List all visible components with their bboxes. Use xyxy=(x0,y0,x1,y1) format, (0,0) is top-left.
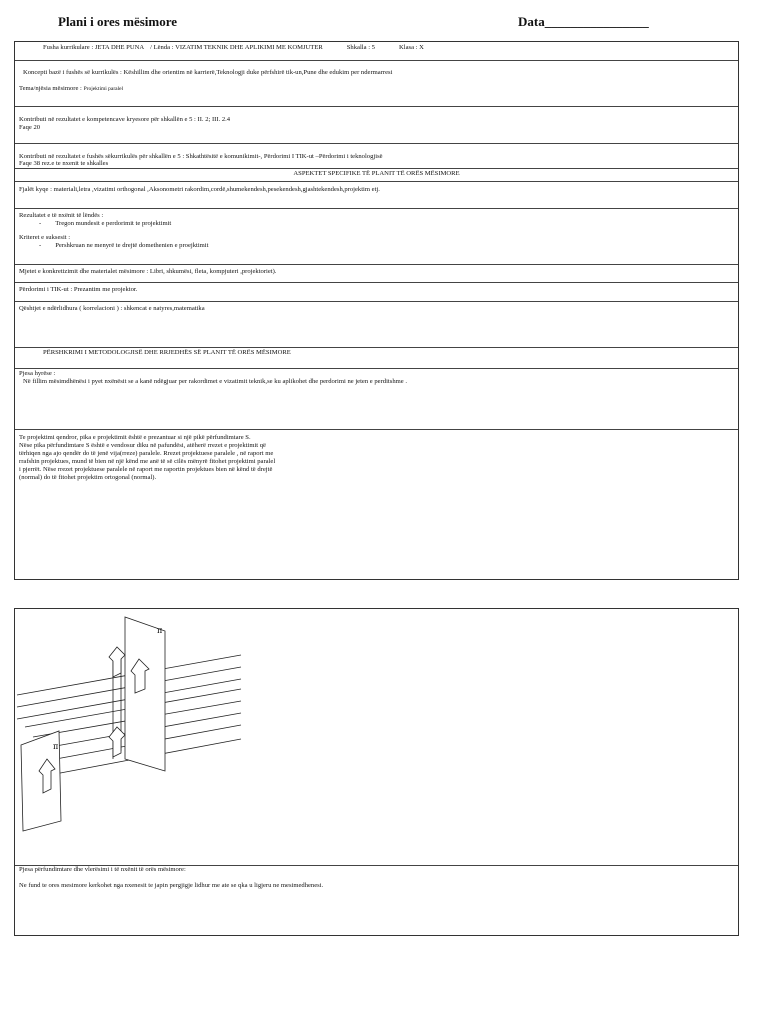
rezultatet-label: Rezultatet e të nxënit të lëndës : xyxy=(19,212,104,219)
bullet: - xyxy=(39,242,42,249)
aspektet-heading: ASPEKTET SPECIFIKE TË PLANIT TË ORËS MËSIMORE xyxy=(293,170,460,177)
lenda-text: / Lënda : VIZATIM TEKNIK DHE APLIKIMI ME KOMJUTER xyxy=(150,44,323,51)
main-line-3: tërhiqen nga ajo qendër do të jenë vija(rreze) paralele. Rrezet projektuese paralele , në raport me xyxy=(19,450,274,457)
main-line-5: i pjerrët. Nëse rrezet projektuese paralele në raport me raportin projektues bien në kënd të drejtë xyxy=(19,466,273,473)
main-line-2: Nëse pika përfundimtare S është e vendosur diku në pafundësi, atëherë rrezet e projektimit që xyxy=(19,442,266,449)
aspektet-heading-row xyxy=(15,169,738,182)
kriteret-label: Kriteret e suksesit : xyxy=(19,234,71,241)
materials-row xyxy=(15,265,738,283)
plan-form xyxy=(14,41,739,580)
conclusion-section xyxy=(15,865,738,935)
tema-label: Tema/njësia mësimore : xyxy=(19,85,82,92)
kontributi-fush-line2: Faqe 38 rez.e te nxenit te shkalles xyxy=(19,160,109,167)
correlation-row xyxy=(15,302,738,348)
kontributi-komp-line1: Kontributi në rezultatet e kompetencave kryesore për shkallën e 5 : II. 2; III. 2.4 xyxy=(19,116,231,123)
main-line-4: rrafshin projektues, mund të bien në një kënd me anë të së cilës mënyrë fitohet projektimi paralel xyxy=(19,458,276,465)
pershkrimi-heading-row xyxy=(15,348,738,369)
key-competence-row xyxy=(15,107,738,144)
pjesa-hyrese-text: Në fillim mësimdhënësi i pyet nxënësit se a kanë ndëgjuar per rakordimet e vizatimit teknik,se ku aplikohet dhe perdorimi ne jeten e perditshme . xyxy=(23,378,407,385)
plane-label-rear: π xyxy=(157,626,163,635)
kontributi-fush-line1: Kontributi në rezultatet e fushës sëkurrikulës për shkallën e 5 : Shkathtësitë e komunikimit-, Përdorimi I TIK-ut –Përdorimi i teknologjisë xyxy=(19,153,383,160)
rezultatet-item: Tregon mundesit e perdorimit te projektimit xyxy=(55,220,172,227)
ict-row xyxy=(15,283,738,302)
concept-row xyxy=(15,61,738,107)
intro-row xyxy=(15,369,738,430)
bullet: - xyxy=(39,220,42,227)
qeshjet-text: Qështjet e ndërlidhura ( korrelacioni ) : shkencat e natyres,matematika xyxy=(19,305,205,312)
plane-label-front: π xyxy=(53,742,59,751)
parallel-projection-figure xyxy=(15,609,255,859)
pjesa-hyrese-label: Pjesa hyrëse : xyxy=(19,370,56,377)
conclusion-label: Pjesa përfundimtare dhe vlerësimi i të nxënit të orës mësimore: xyxy=(19,866,186,873)
shkalla-text: Shkalla : 5 xyxy=(346,44,375,51)
date-field-label: Data________________ xyxy=(518,14,649,29)
mjetet-text: Mjetet e konkretizimit dhe materialet mësimore : Libri, shkumësi, fleta, kompjuteri ,projektoriet). xyxy=(19,268,277,275)
keywords-row xyxy=(15,182,738,209)
perdorimi-tik-text: Përdorimi i TIK-ut : Prezantim me projektor. xyxy=(19,286,138,293)
kriteret-item: Pershkruan ne menyrë te drejtë domethenien e proejktimit xyxy=(55,242,209,249)
curricular-field-row xyxy=(15,42,738,61)
conclusion-text: Ne fund te ores mesimore kerkohet nga nxenesit te japin pergjigje lidhur me ate se qka u ligjeru ne mesimedhenesi. xyxy=(19,882,324,889)
page-title: Plani i ores mësimore xyxy=(58,14,178,29)
field-result-row xyxy=(15,144,738,169)
tema-value: Projektimi paralel xyxy=(83,86,124,92)
fjalet-kyqe-text: Fjalët kyqe : materiali,letra ,vizatimi orthogonal ,Aksonometri rakordim,cordë,shumekendesh,pesekendesh,gjashtekendesh,projektim etj. xyxy=(19,186,380,193)
klasa-text: Klasa : X xyxy=(398,44,424,51)
main-content-row xyxy=(15,430,738,579)
learning-results-row xyxy=(15,209,738,265)
main-line-1: Te projektimi qendror, pika e projektimit është e prezantuar si një pikë përfundimtare S. xyxy=(19,434,251,441)
figure-box xyxy=(14,608,739,936)
pershkrimi-heading: PËRSHKRIMI I METODOLOGJISË DHE RRJEDHËS SË PLANIT TË ORËS MËSIMORE xyxy=(43,349,291,356)
kontributi-komp-line2: Faqe 20 xyxy=(19,124,41,131)
koncepti-text: Koncepti bazë i fushës së kurrikulës : Këshillim dhe orientim në karrierë,Teknologji duke përfshirë tik-un,Pune dhe edukim per ndermarresi xyxy=(23,69,393,76)
fusha-text: Fusha kurrikulare : JETA DHE PUNA xyxy=(43,44,145,51)
main-line-6: (normal) do të fitohet projektim ortogonal (normal). xyxy=(19,474,157,481)
